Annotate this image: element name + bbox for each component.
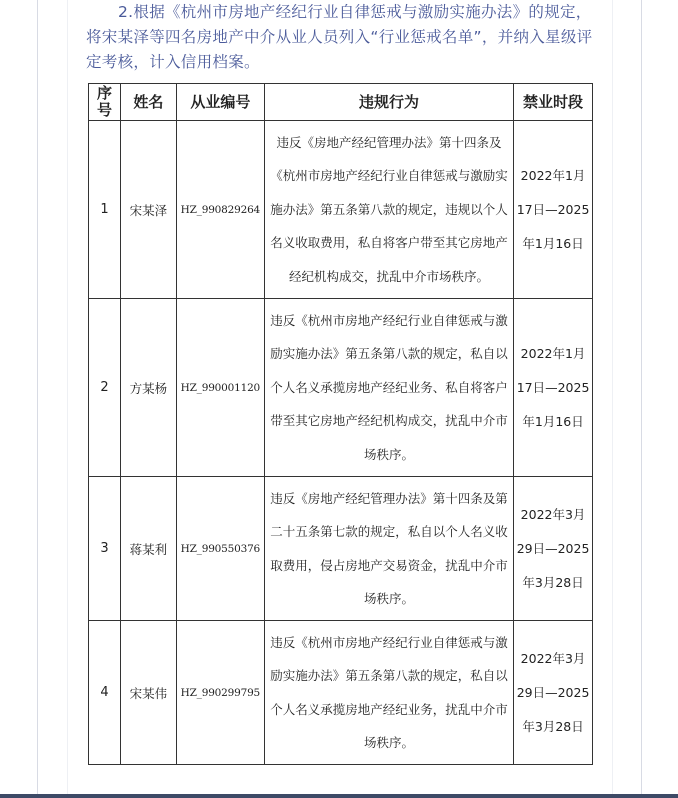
header-code: 从业编号 bbox=[176, 84, 264, 121]
cell-violation: 违反《杭州市房地产经纪行业自律惩戒与激励实施办法》第五条第八款的规定，私自以个人名义承揽房地产经纪业务，扰乱中介市场秩序。 bbox=[264, 621, 513, 765]
cell-violation: 违反《房地产经纪管理办法》第十四条及第二十五条第七款的规定，私自以个人名义收取费用，侵占房地产交易资金，扰乱中介市场秩序。 bbox=[264, 477, 513, 621]
cell-name: 方某杨 bbox=[120, 299, 176, 477]
intro-text: 2.根据《杭州市房地产经纪行业自律惩戒与激励实施办法》的规定，将宋某泽等四名房地产中介从业人员列入“行业惩戒名单”，并纳入星级评定考核，计入信用档案。 bbox=[86, 3, 593, 71]
cell-no: 1 bbox=[89, 121, 121, 299]
cell-period: 2022年3月29日—2025年3月28日 bbox=[514, 477, 593, 621]
cell-period: 2022年3月29日—2025年3月28日 bbox=[514, 621, 593, 765]
header-violation: 违规行为 bbox=[264, 84, 513, 121]
cell-no: 3 bbox=[89, 477, 121, 621]
page-frame-inner-right bbox=[612, 0, 613, 794]
header-period: 禁业时段 bbox=[514, 84, 593, 121]
intro-paragraph bbox=[86, 0, 596, 75]
cell-name: 蒋某利 bbox=[120, 477, 176, 621]
cell-no: 4 bbox=[89, 621, 121, 765]
cell-code: HZ_990299795 bbox=[176, 621, 264, 765]
cell-period: 2022年1月17日—2025年1月16日 bbox=[514, 121, 593, 299]
cell-code: HZ_990829264 bbox=[176, 121, 264, 299]
cell-name: 宋某伟 bbox=[120, 621, 176, 765]
bottom-rule bbox=[0, 794, 678, 798]
table-row bbox=[89, 121, 593, 299]
cell-no: 2 bbox=[89, 299, 121, 477]
page-frame-left bbox=[37, 0, 38, 794]
discipline-list-table bbox=[88, 83, 593, 765]
table-row bbox=[89, 299, 593, 477]
cell-violation: 违反《房地产经纪管理办法》第十四条及《杭州市房地产经纪行业自律惩戒与激励实施办法》第五条第八款的规定，违规以个人名义收取费用，私自将客户带至其它房地产经纪机构成交，扰乱中介市场秩序。 bbox=[264, 121, 513, 299]
cell-code: HZ_990001120 bbox=[176, 299, 264, 477]
header-no: 序号 bbox=[89, 84, 121, 121]
cell-name: 宋某泽 bbox=[120, 121, 176, 299]
cell-violation: 违反《杭州市房地产经纪行业自律惩戒与激励实施办法》第五条第八款的规定，私自以个人名义承揽房地产经纪业务、私自将客户带至其它房地产经纪机构成交，扰乱中介市场秩序。 bbox=[264, 299, 513, 477]
table-row bbox=[89, 621, 593, 765]
table-row bbox=[89, 477, 593, 621]
page-frame-inner-left bbox=[67, 0, 68, 794]
cell-code: HZ_990550376 bbox=[176, 477, 264, 621]
table-header-row bbox=[89, 84, 593, 121]
cell-period: 2022年1月17日—2025年1月16日 bbox=[514, 299, 593, 477]
header-name: 姓名 bbox=[120, 84, 176, 121]
page-frame-right bbox=[641, 0, 642, 794]
